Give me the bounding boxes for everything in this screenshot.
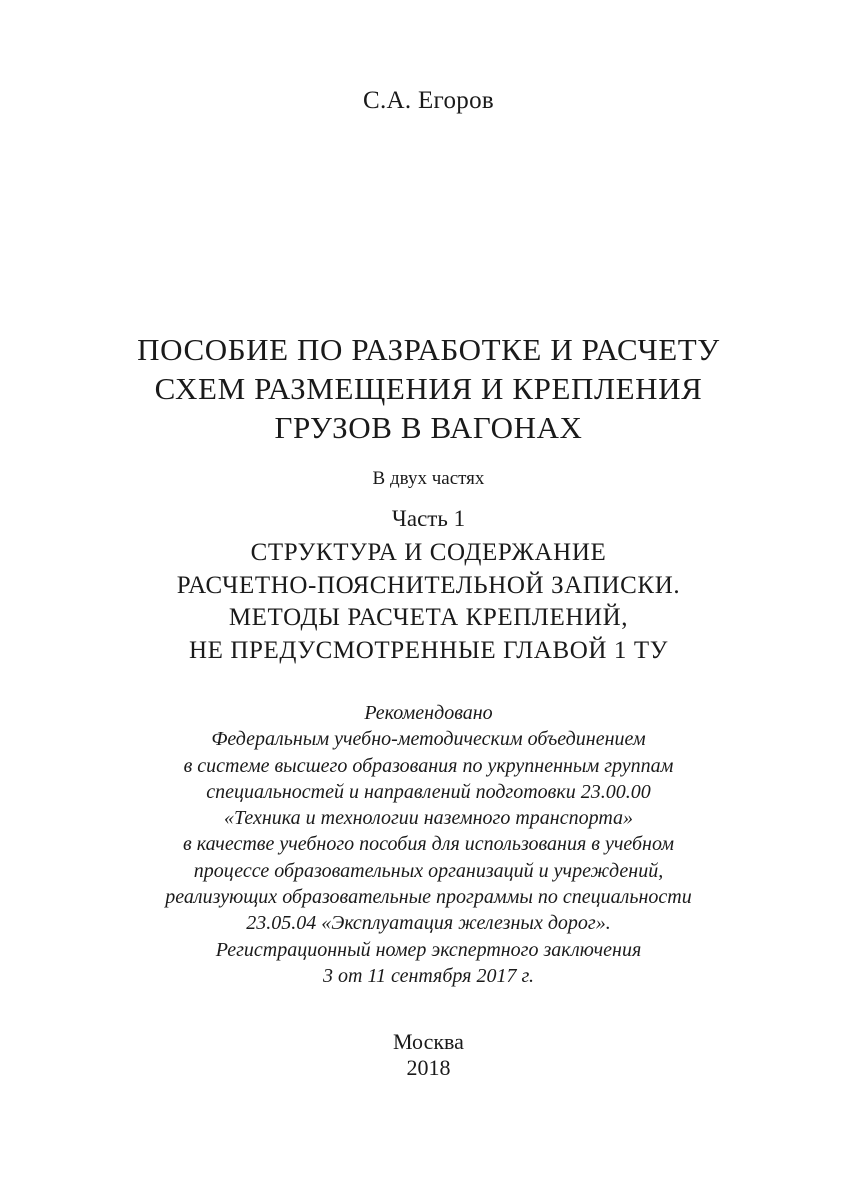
recommendation-line: Рекомендовано [364, 702, 493, 724]
part-title-line: НЕ ПРЕДУСМОТРЕННЫЕ ГЛАВОЙ 1 ТУ [188, 636, 669, 664]
recommendation-line: Федеральным учебно-методическим объединением [211, 728, 646, 751]
recommendation-block [0, 700, 857, 989]
parts-note: В двух частях [372, 468, 485, 489]
book-title-line: ГРУЗОВ В ВАГОНАХ [274, 410, 583, 445]
part-title-line: РАСЧЕТНО-ПОЯСНИТЕЛЬНОЙ ЗАПИСКИ. [176, 571, 681, 599]
book-title-line: СХЕМ РАЗМЕЩЕНИЯ И КРЕПЛЕНИЯ [154, 371, 703, 406]
author-name: С.А. Егоров [363, 87, 494, 114]
publication-city: Москва [393, 1029, 464, 1054]
book-title [0, 330, 857, 447]
recommendation-line: Регистрационный номер экспертного заключения [215, 938, 642, 961]
publication-year: 2018 [406, 1055, 451, 1080]
part-title [0, 537, 857, 667]
part-number: Часть 1 [391, 506, 466, 531]
recommendation-line: реализующих образовательные программы по специальности [165, 886, 692, 909]
recommendation-line: специальностей и направлений подготовки 23.00.00 [206, 780, 651, 803]
recommendation-line: в системе высшего образования по укрупненным группам [183, 754, 674, 777]
recommendation-line: в качестве учебного пособия для использования в учебном [183, 833, 674, 856]
part-title-line: МЕТОДЫ РАСЧЕТА КРЕПЛЕНИЙ, [228, 604, 629, 631]
recommendation-line: процессе образовательных организаций и учреждений, [193, 859, 664, 882]
recommendation-line: 3 от 11 сентября 2017 г. [323, 964, 534, 987]
recommendation-line: «Техника и технологии наземного транспорта» [223, 807, 634, 830]
recommendation-line: 23.05.04 «Эксплуатация железных дорог». [246, 912, 611, 935]
book-title-line: ПОСОБИЕ ПО РАЗРАБОТКЕ И РАСЧЕТУ [137, 332, 720, 367]
part-title-line: СТРУКТУРА И СОДЕРЖАНИЕ [250, 539, 607, 566]
